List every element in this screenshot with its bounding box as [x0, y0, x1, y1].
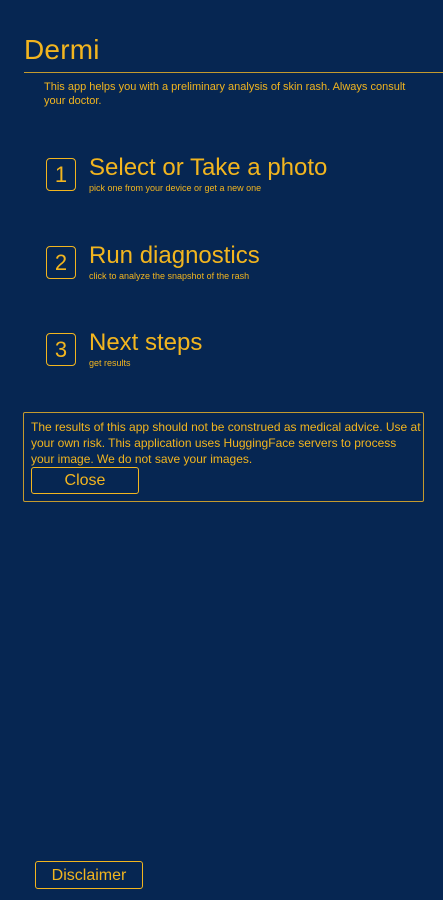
- step-number-badge: 2: [46, 246, 76, 279]
- step-title[interactable]: Next steps: [89, 329, 203, 356]
- title-divider: [24, 72, 443, 73]
- disclaimer-button[interactable]: Disclaimer: [35, 861, 143, 889]
- step-subtitle: get results: [89, 358, 131, 368]
- step-subtitle: click to analyze the snapshot of the rash: [89, 271, 250, 281]
- medical-notice-panel: [23, 412, 424, 502]
- step-select-photo[interactable]: [46, 154, 426, 194]
- step-title[interactable]: Select or Take a photo: [89, 154, 328, 181]
- step-number-badge: 3: [46, 333, 76, 366]
- step-subtitle: pick one from your device or get a new one: [89, 183, 262, 193]
- close-button[interactable]: Close: [31, 467, 139, 494]
- step-title[interactable]: Run diagnostics: [89, 242, 260, 269]
- step-number-badge: 1: [46, 158, 76, 191]
- app-title: Dermi: [24, 34, 100, 65]
- step-run-diagnostics[interactable]: [46, 242, 426, 282]
- notice-text: The results of this app should not be construed as medical advice. Use at your own risk. This application uses HuggingFace servers to process your image. We do not save your images.: [31, 420, 421, 466]
- step-next-steps[interactable]: [46, 329, 426, 369]
- intro-text: This app helps you with a preliminary analysis of skin rash. Always consult your doctor.: [44, 81, 406, 107]
